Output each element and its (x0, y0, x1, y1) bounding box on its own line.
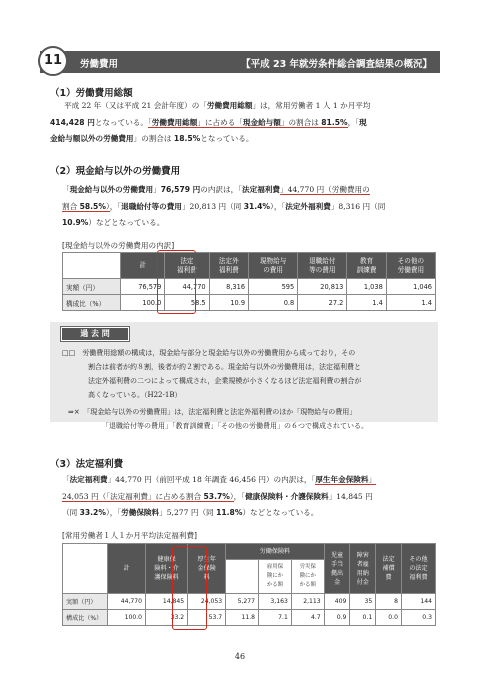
col-header: その他 の法定 福利費 (401, 544, 435, 594)
col-header: 法定 補償 費 (376, 544, 402, 594)
col-header: その他の 労働費用 (386, 253, 435, 279)
section-number: 11 (38, 46, 68, 76)
col-header: 計 (121, 253, 165, 279)
table-row: 構成比（%） 100.0 33.2 53.7 11.8 7.1 4.7 0.9 0.1 0.0 0.3 (63, 610, 436, 626)
col-header: 健康保 険料・介 護保険料 (146, 544, 188, 594)
paragraph-s1: 平成 22 年（又は平成 21 会計年度）の「労働費用総額」は，常用労働者 1 人 1 か月平均 414,428 円となっている。「労働費用総額」に占める「現金給与額」の割合は 81.5%，「現 金給与額以外の労働費用」の割合は 18.5%となっている。 (50, 101, 371, 143)
heading-s2: （2）現金給与以外の労働費用 (50, 166, 181, 177)
section-title: 労働費用 (80, 59, 119, 70)
source-reference: 【平成 23 年就労条件総合調査結果の概況】 (241, 59, 432, 70)
col-header: 障害 者雇 用納 付金 (350, 544, 376, 594)
heading-s3: （3）法定福利費 (50, 459, 124, 470)
col-header: 厚生年 金保険 料 (188, 544, 226, 594)
past-exam-question: □□ 労働費用総額の構成は，現金給与部分と現金給与以外の労働費用から成っており，その 割合は前者が約８割，後者が約２割である。現金給与以外の労働費用は，法定福利費と 法定外福利費の二つによって構成され，企業規模が小さくなるほど法定福利費の割合が 高くなっている。（H22-1B） ⇒× 「現金給与以外の労働費用」は，法定福利費と法定外福利費のほか「現物給与の費用」 「退職給付等の費用」「教育訓練費」「その他の労働費用」の６つで構成されている。 (62, 349, 368, 430)
col-header: 法定 福利費 (165, 253, 209, 279)
paragraph-s2: 「現金給与以外の労働費用」76,579 円の内訳は，「法定福利費」44,770 円（労働費用の 割合 58.5%），「退職給付等の費用」20,813 円（同 31.4%），「法定外福利費」8,316 円（同 10.9%）などとなっている。 (62, 185, 386, 227)
past-exam-box (50, 322, 438, 430)
past-exam-tag: 過 去 問 (62, 328, 128, 340)
table-row: 構成比（%） 100.0 58.5 10.9 0.8 27.2 1.4 1.4 (63, 295, 436, 311)
section-header (40, 51, 440, 73)
heading-s1: （1）労働費用総額 (50, 88, 133, 99)
highlight-box (172, 546, 207, 630)
page-number: 46 (234, 652, 246, 661)
col-header: 現物給与 の費用 (249, 253, 298, 279)
col-header: 教育 訓練費 (347, 253, 386, 279)
table-statutory-welfare (62, 543, 436, 626)
col-header: 退職給付 等の費用 (298, 253, 347, 279)
col-header: 雇用保 険にか かる額 (259, 560, 292, 594)
col-header: 児童 手当 拠出 金 (324, 544, 350, 594)
table-row: 実額（円） 76,579 44,770 8,316 595 20,813 1,038 1,046 (63, 279, 436, 295)
col-header: 法定外 福利費 (209, 253, 248, 279)
table-nonwage-costs (62, 252, 436, 311)
col-header: 労災保 険にか かる額 (291, 560, 324, 594)
col-header: 計 (108, 544, 146, 594)
table-row: 実額（円） 44,770 14,845 24,053 5,277 3,163 2,113 409 35 8 144 (63, 594, 436, 610)
highlight-box (157, 250, 196, 314)
paragraph-s3: 「法定福利費」44,770 円（前回平成 18 年調査 46,456 円）の内訳は，「厚生年金保険料」 24,053 円（「法定福利費」に占める割合 53.7%），「健康保険料・介護保険料」14,845 円 （同 33.2%），「労働保険料」5,277 円（同 11.8%）などとなっている。 (62, 475, 377, 517)
col-header: 労働保険料 (226, 544, 324, 560)
table1-caption: [現金給与以外の労働費用の内訳] (62, 241, 175, 250)
table2-caption: [常用労働者１人１か月平均法定福利費] (62, 531, 198, 540)
